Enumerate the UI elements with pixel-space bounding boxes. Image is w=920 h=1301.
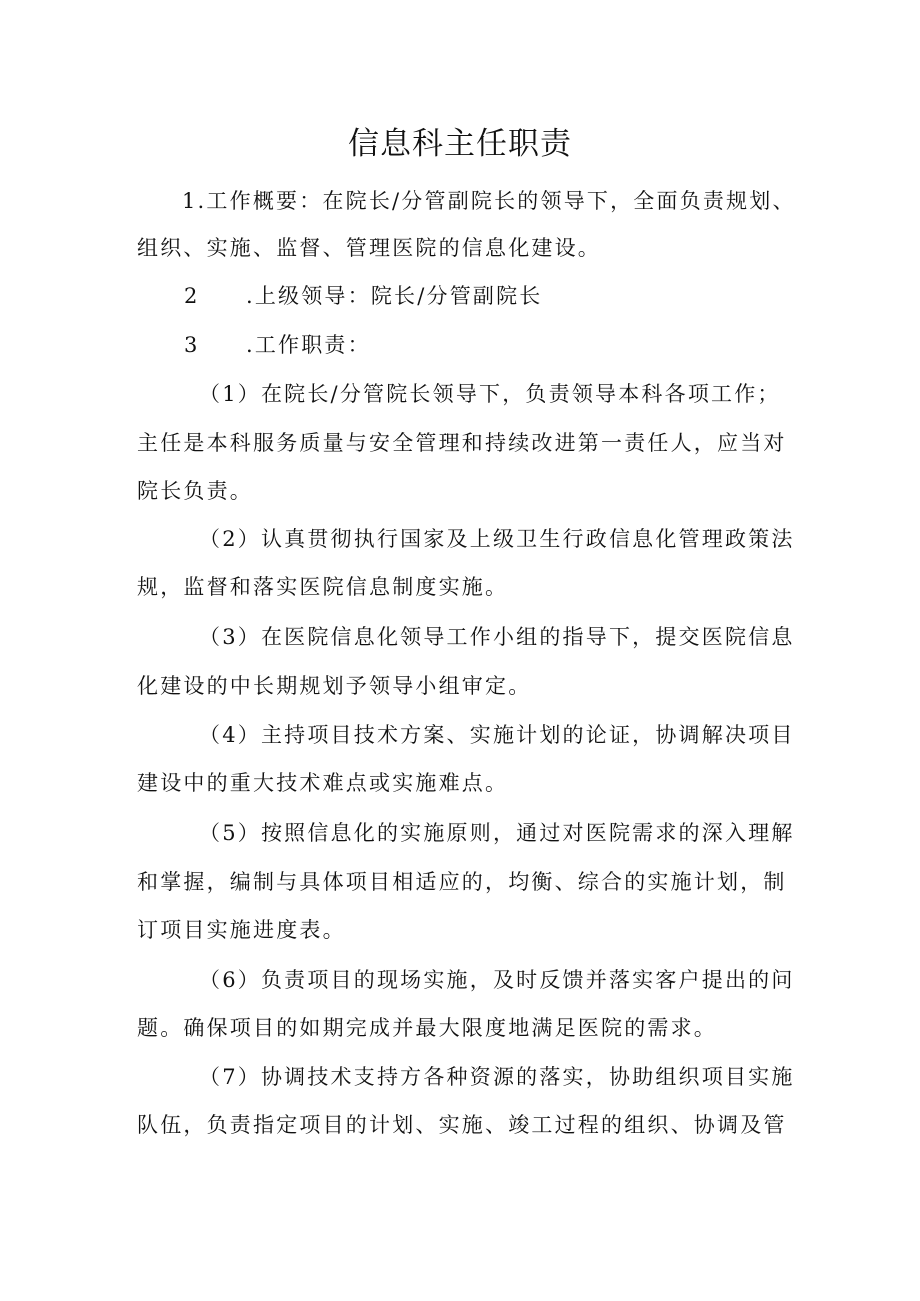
- text-line: （1）在院长/分管院长领导下，负责领导本科各项工作；: [199, 382, 781, 406]
- text-line: 2 .上级领导：院长/分管副院长: [184, 284, 543, 308]
- text-line: 题。确保项目的如期完成并最大限度地满足医院的需求。: [137, 1016, 717, 1040]
- text-line: 化建设的中长期规划予领导小组审定。: [137, 674, 532, 698]
- text-line: 订项目实施进度表。: [137, 918, 346, 942]
- text-line: （4）主持项目技术方案、实施计划的论证，协调解决项目: [199, 723, 795, 747]
- text-line: （3）在医院信息化领导工作小组的指导下，提交医院信息: [199, 625, 795, 649]
- text-line: 主任是本科服务质量与安全管理和持续改进第一责任人，应当对: [137, 431, 787, 455]
- text-line: 院长负责。: [137, 479, 253, 503]
- text-line: （6）负责项目的现场实施，及时反馈并落实客户提出的问: [199, 968, 795, 992]
- text-line: 组织、实施、监督、管理医院的信息化建设。: [137, 236, 601, 260]
- text-line: 3 .工作职责：: [184, 333, 371, 357]
- text-line: 队伍，负责指定项目的计划、实施、竣工过程的组织、协调及管: [137, 1113, 787, 1137]
- text-line: （7）协调技术支持方各种资源的落实，协助组织项目实施: [199, 1065, 795, 1089]
- text-line: （2）认真贯彻执行国家及上级卫生行政信息化管理政策法: [199, 527, 795, 551]
- text-line: 1.工作概要：在院长/分管副院长的领导下，全面负责规划、: [182, 189, 796, 213]
- text-line: 规，监督和落实医院信息制度实施。: [137, 575, 509, 599]
- document-title: 信息科主任职责: [348, 126, 572, 162]
- text-line: （5）按照信息化的实施原则，通过对医院需求的深入理解: [199, 821, 795, 845]
- text-line: 建设中的重大技术难点或实施难点。: [137, 771, 509, 795]
- text-line: 和掌握，编制与具体项目相适应的，均衡、综合的实施计划，制: [137, 870, 787, 894]
